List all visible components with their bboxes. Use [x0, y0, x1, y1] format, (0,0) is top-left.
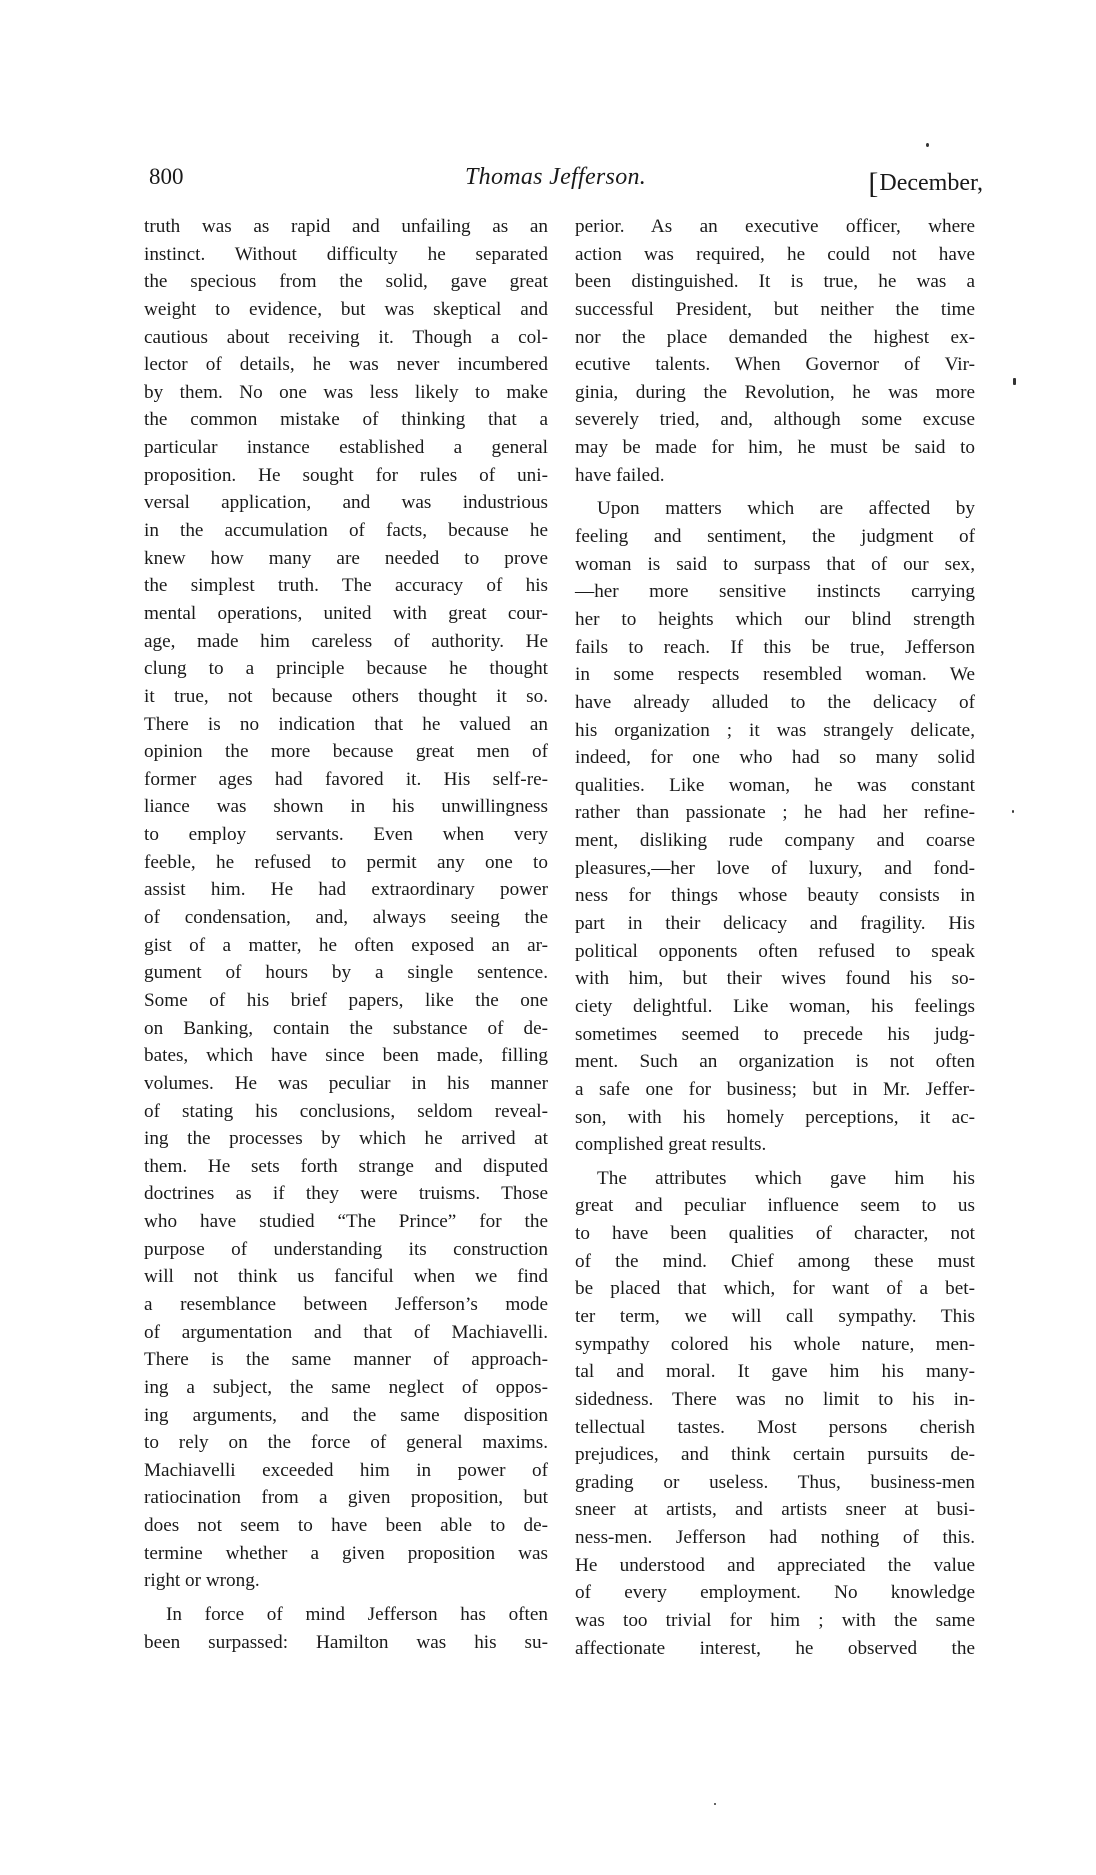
text-line: them. He sets forth strange and disputed — [144, 1155, 548, 1177]
text-line: affectionate interest, he observed the — [575, 1637, 975, 1659]
text-line: on Banking, contain the substance of de- — [144, 1017, 548, 1039]
text-line: of every employment. No knowledge — [575, 1582, 975, 1604]
left-column — [144, 213, 548, 1656]
text-line: the simplest truth. The accuracy of his — [144, 575, 548, 597]
text-line: of argumentation and that of Machiavelli. — [144, 1321, 548, 1343]
text-line: In force of mind Jefferson has often — [166, 1604, 548, 1626]
text-line: in some respects resembled woman. We — [575, 664, 975, 686]
text-line: mental operations, united with great cour- — [144, 602, 548, 624]
text-line: truth was as rapid and unfailing as an — [144, 216, 548, 237]
scan-speck — [926, 143, 929, 147]
scan-speck — [1012, 810, 1014, 813]
text-line: perior. As an executive officer, where — [575, 216, 975, 237]
text-line: to employ servants. Even when very — [144, 824, 548, 846]
paragraph — [575, 213, 975, 489]
text-line: who have studied “The Prince” for the — [144, 1211, 548, 1233]
text-line: woman is said to surpass that of our sex, — [575, 553, 975, 575]
text-line: versal application, and was industrious — [144, 492, 548, 514]
text-line: tal and moral. It gave him his many- — [575, 1361, 975, 1383]
text-line: sometimes seemed to precede his judg- — [575, 1023, 975, 1045]
text-line: to rely on the force of general maxims. — [144, 1432, 548, 1454]
text-line: the common mistake of thinking that a — [144, 409, 548, 431]
text-line: ing arguments, and the same disposition — [144, 1404, 548, 1426]
text-line: severely tried, and, although some excuse — [575, 409, 975, 431]
text-line: by them. No one was less likely to make — [144, 381, 548, 403]
text-line: ratiocination from a given proposition, but — [144, 1487, 548, 1509]
text-line: in the accumulation of facts, because he — [144, 520, 548, 542]
text-line: ness-men. Jefferson had nothing of this. — [575, 1527, 975, 1549]
text-line: ment. Such an organization is not often — [575, 1051, 975, 1073]
text-line: of stating his conclusions, seldom reveal- — [144, 1100, 548, 1122]
text-line: his organization ; it was strangely delicate, — [575, 719, 975, 741]
text-line: tellectual tastes. Most persons cherish — [575, 1416, 975, 1438]
bracket-mark: [ — [868, 167, 879, 200]
text-line: will not think us fanciful when we find — [144, 1266, 548, 1288]
text-line: former ages had favored it. His self-re- — [144, 768, 548, 790]
text-line: action was required, he could not have — [575, 243, 975, 265]
text-line: Some of his brief papers, like the one — [144, 989, 548, 1011]
text-line: Machiavelli exceeded him in power of — [144, 1459, 548, 1481]
text-line: cautious about receiving it. Though a col- — [144, 326, 548, 348]
text-line: great and peculiar influence seem to us — [575, 1195, 975, 1217]
text-line: fails to reach. If this be true, Jefferson — [575, 636, 975, 658]
scan-speck — [1013, 378, 1016, 385]
text-line: weight to evidence, but was skeptical and — [144, 298, 548, 320]
text-line: the specious from the solid, gave great — [144, 271, 548, 293]
text-line: purpose of understanding its construction — [144, 1238, 548, 1260]
text-line: nor the place demanded the highest ex- — [575, 326, 975, 348]
text-line: successful President, but neither the time — [575, 298, 975, 320]
text-line: may be made for him, he must be said to — [575, 437, 975, 459]
text-line: to have been qualities of character, not — [575, 1223, 975, 1245]
paragraph — [144, 1601, 548, 1656]
text-line: be placed that which, for want of a bet- — [575, 1278, 975, 1300]
text-line: feeling and sentiment, the judgment of — [575, 526, 975, 548]
text-line: prejudices, and think certain pursuits de- — [575, 1444, 975, 1466]
paragraph — [144, 213, 548, 1595]
text-line: Upon matters which are affected by — [597, 498, 975, 520]
text-line: qualities. Like woman, he was constant — [575, 774, 975, 796]
text-line: political opponents often refused to speak — [575, 940, 975, 962]
text-line: clung to a principle because he thought — [144, 658, 548, 680]
text-line: pleasures,—her love of luxury, and fond- — [575, 857, 975, 879]
text-line: sneer at artists, and artists sneer at busi- — [575, 1499, 975, 1521]
text-line: bates, which have since been made, filling — [144, 1045, 548, 1067]
text-line: it true, not because others thought it so. — [144, 685, 548, 707]
text-line: termine whether a given proposition was — [144, 1542, 548, 1564]
text-line: particular instance established a general — [144, 437, 548, 459]
text-line: instinct. Without difficulty he separated — [144, 243, 548, 265]
right-column — [575, 213, 975, 1662]
text-line: with him, but their wives found his so- — [575, 968, 975, 990]
text-line: been distinguished. It is true, he was a — [575, 271, 975, 293]
text-line: complished great results. — [575, 1134, 767, 1156]
text-line: ing the processes by which he arrived at — [144, 1128, 548, 1150]
text-line: proposition. He sought for rules of uni- — [144, 464, 548, 486]
text-line: have failed. — [575, 464, 665, 486]
text-line: There is no indication that he valued an — [144, 713, 548, 735]
text-line: ciety delightful. Like woman, his feelings — [575, 995, 975, 1017]
running-date — [868, 164, 983, 198]
text-line: feeble, he refused to permit any one to — [144, 851, 548, 873]
text-line: age, made him careless of authority. He — [144, 630, 548, 652]
text-line: indeed, for one who had so many solid — [575, 747, 975, 769]
text-line: volumes. He was peculiar in his manner — [144, 1072, 548, 1094]
text-line: does not seem to have been able to de- — [144, 1515, 548, 1537]
text-line: right or wrong. — [144, 1570, 260, 1592]
text-line: a safe one for business; but in Mr. Jeffer- — [575, 1078, 975, 1100]
text-line: rather than passionate ; he had her refine- — [575, 802, 975, 824]
text-line: a resemblance between Jefferson’s mode — [144, 1293, 548, 1315]
running-header — [149, 164, 983, 198]
text-line: gument of hours by a single sentence. — [144, 962, 548, 984]
running-title: Thomas Jefferson. — [465, 164, 647, 190]
text-line: of the mind. Chief among these must — [575, 1250, 975, 1272]
text-line: part in their delicacy and fragility. His — [575, 913, 975, 935]
text-line: sidedness. There was no limit to his in- — [575, 1388, 975, 1410]
text-line: was too trivial for him ; with the same — [575, 1610, 975, 1632]
text-line: ecutive talents. When Governor of Vir- — [575, 354, 975, 376]
text-line: of condensation, and, always seeing the — [144, 907, 548, 929]
text-line: assist him. He had extraordinary power — [144, 879, 548, 901]
text-line: There is the same manner of approach- — [144, 1349, 548, 1371]
running-date-text: December, — [879, 170, 983, 196]
text-line: —her more sensitive instincts carrying — [575, 581, 975, 603]
text-line: been surpassed: Hamilton was his su- — [144, 1631, 548, 1653]
text-line: ness for things whose beauty consists in — [575, 885, 975, 907]
text-line: He understood and appreciated the value — [575, 1554, 975, 1576]
text-line: ginia, during the Revolution, he was more — [575, 381, 975, 403]
text-line: gist of a matter, he often exposed an ar- — [144, 934, 548, 956]
text-line: son, with his homely perceptions, it ac- — [575, 1106, 975, 1128]
text-line: sympathy colored his whole nature, men- — [575, 1333, 975, 1355]
text-line: ing a subject, the same neglect of oppos- — [144, 1376, 548, 1398]
scan-speck — [714, 1803, 716, 1805]
paragraph — [575, 1165, 975, 1663]
page-number: 800 — [149, 164, 184, 189]
text-line: her to heights which our blind strength — [575, 608, 975, 630]
text-line: The attributes which gave him his — [597, 1167, 975, 1189]
text-line: doctrines as if they were truisms. Those — [144, 1183, 548, 1205]
text-line: ter term, we will call sympathy. This — [575, 1305, 975, 1327]
paragraph — [575, 495, 975, 1158]
text-line: have already alluded to the delicacy of — [575, 691, 975, 713]
text-line: liance was shown in his unwillingness — [144, 796, 548, 818]
text-line: opinion the more because great men of — [144, 741, 548, 763]
text-line: grading or useless. Thus, business-men — [575, 1471, 975, 1493]
text-line: lector of details, he was never incumbered — [144, 354, 548, 376]
text-line: ment, disliking rude company and coarse — [575, 830, 975, 852]
text-line: knew how many are needed to prove — [144, 547, 548, 569]
